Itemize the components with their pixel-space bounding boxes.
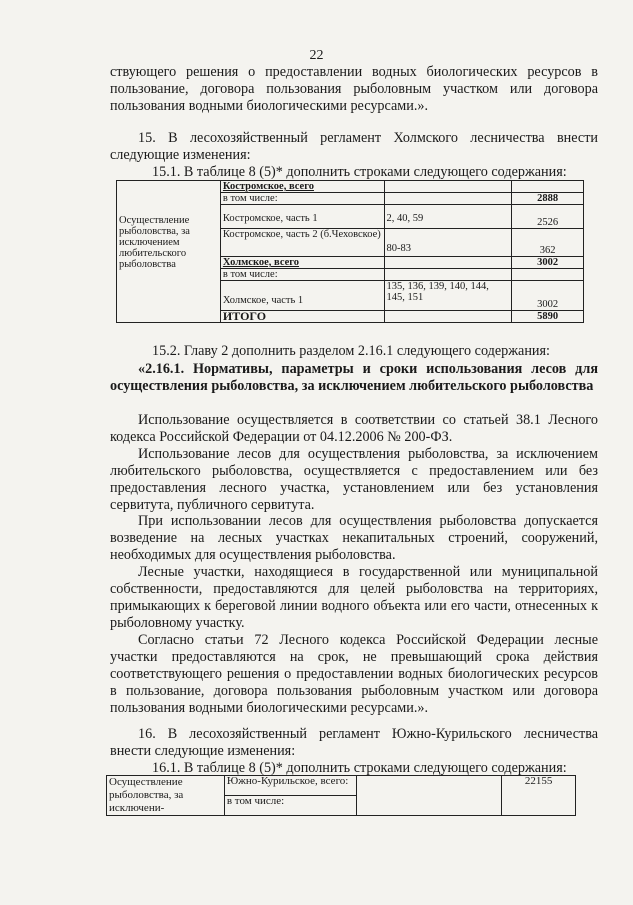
activity-cell: Осуществление рыболовства, за исключением любительского рыболовства	[117, 181, 221, 323]
table-cell: Холмское, часть 1	[220, 281, 384, 311]
table-cell: Костромское, всего	[220, 181, 384, 193]
table-south-kuril	[106, 775, 576, 816]
table-cell	[384, 193, 512, 205]
paragraph-top: ствующего решения о предоставлении водных биологических ресурсов в пользование, договора пользования рыболовным участком или договора пользования водными биологическими ресурсами.».	[110, 64, 598, 114]
paragraph-2: Использование лесов для осуществления рыболовства, за исключением любительского рыболовства, осуществляется с предоставлением или без предоставления лесного участка, установлением или без установления сервитута, публичного сервитута.	[110, 446, 598, 513]
table-cell: 80-83	[384, 229, 512, 257]
table-cell: в том числе:	[220, 269, 384, 281]
table-cell: Костромское, часть 2 (б.Чеховское)	[220, 229, 384, 257]
item-16-1-text: 16.1. В таблице 8 (5)* дополнить строками следующего содержания:	[152, 760, 567, 776]
table-cell: ИТОГО	[220, 311, 384, 323]
table-cell: 2, 40, 59	[384, 205, 512, 229]
item-16-text: 16. В лесохозяйственный регламент Южно-Курильского лесничества внести следующие изменения:	[110, 726, 598, 759]
table-row	[117, 181, 584, 193]
table-cell: в том числе:	[224, 796, 356, 816]
table-cell: 5890	[512, 311, 584, 323]
item-15-2-text: 15.2. Главу 2 дополнить разделом 2.16.1 следующего содержания:	[152, 343, 550, 359]
table-cell: 2526	[512, 205, 584, 229]
table-cell: 3002	[512, 281, 584, 311]
table-cell: 2888	[512, 193, 584, 205]
table-cell	[384, 181, 512, 193]
table-cell	[384, 269, 512, 281]
table-cell	[356, 776, 502, 816]
paragraph-1: Использование осуществляется в соответствии со статьей 38.1 Лесного кодекса Российской Федерации от 04.12.2006 № 200-ФЗ.	[110, 412, 598, 445]
paragraph-4: Лесные участки, находящиеся в государственной или муниципальной собственности, предоставляются для целей рыболовства на территориях, примыкающих к береговой линии водного объекта или его части, отнесенных к рыболовному участку.	[110, 564, 598, 631]
activity-cell: Осуществление рыболовства, за исключени-	[107, 776, 225, 816]
table-cell: Костромское, часть 1	[220, 205, 384, 229]
table-kholmsk	[116, 180, 584, 323]
item-15-1-text: 15.1. В таблице 8 (5)* дополнить строками следующего содержания:	[152, 164, 567, 180]
table-cell: 362	[512, 229, 584, 257]
table-cell	[512, 269, 584, 281]
table-cell: Южно-Курильское, всего:	[224, 776, 356, 796]
table-cell: 135, 136, 139, 140, 144, 145, 151	[384, 281, 512, 311]
table-cell: 22155	[502, 776, 576, 816]
table-cell	[384, 311, 512, 323]
section-heading: «2.16.1. Нормативы, параметры и сроки использования лесов для осуществления рыболовства, за исключением любительского рыболовства	[110, 361, 598, 394]
table-cell: Холмское, всего	[220, 257, 384, 269]
table-cell: в том числе:	[220, 193, 384, 205]
table-cell	[384, 257, 512, 269]
page-number: 22	[309, 48, 324, 63]
table-row	[107, 776, 576, 796]
table-cell: 3002	[512, 257, 584, 269]
item-15-text: 15. В лесохозяйственный регламент Холмского лесничества внести следующие изменения:	[110, 130, 598, 163]
paragraph-3: При использовании лесов для осуществления рыболовства допускается возведение на лесных участках некапитальных строений, сооружений, необходимых для осуществления рыболовства.	[110, 513, 598, 563]
paragraph-5: Согласно статьи 72 Лесного кодекса Российской Федерации лесные участки предоставляются на срок, не превышающий срока действия соответствующего решения о предоставлении водных биологических ресурсов в пользование, договора пользования рыболовным участком или договора пользования водными биологическими ресурсами.».	[110, 632, 598, 716]
table-cell	[512, 181, 584, 193]
